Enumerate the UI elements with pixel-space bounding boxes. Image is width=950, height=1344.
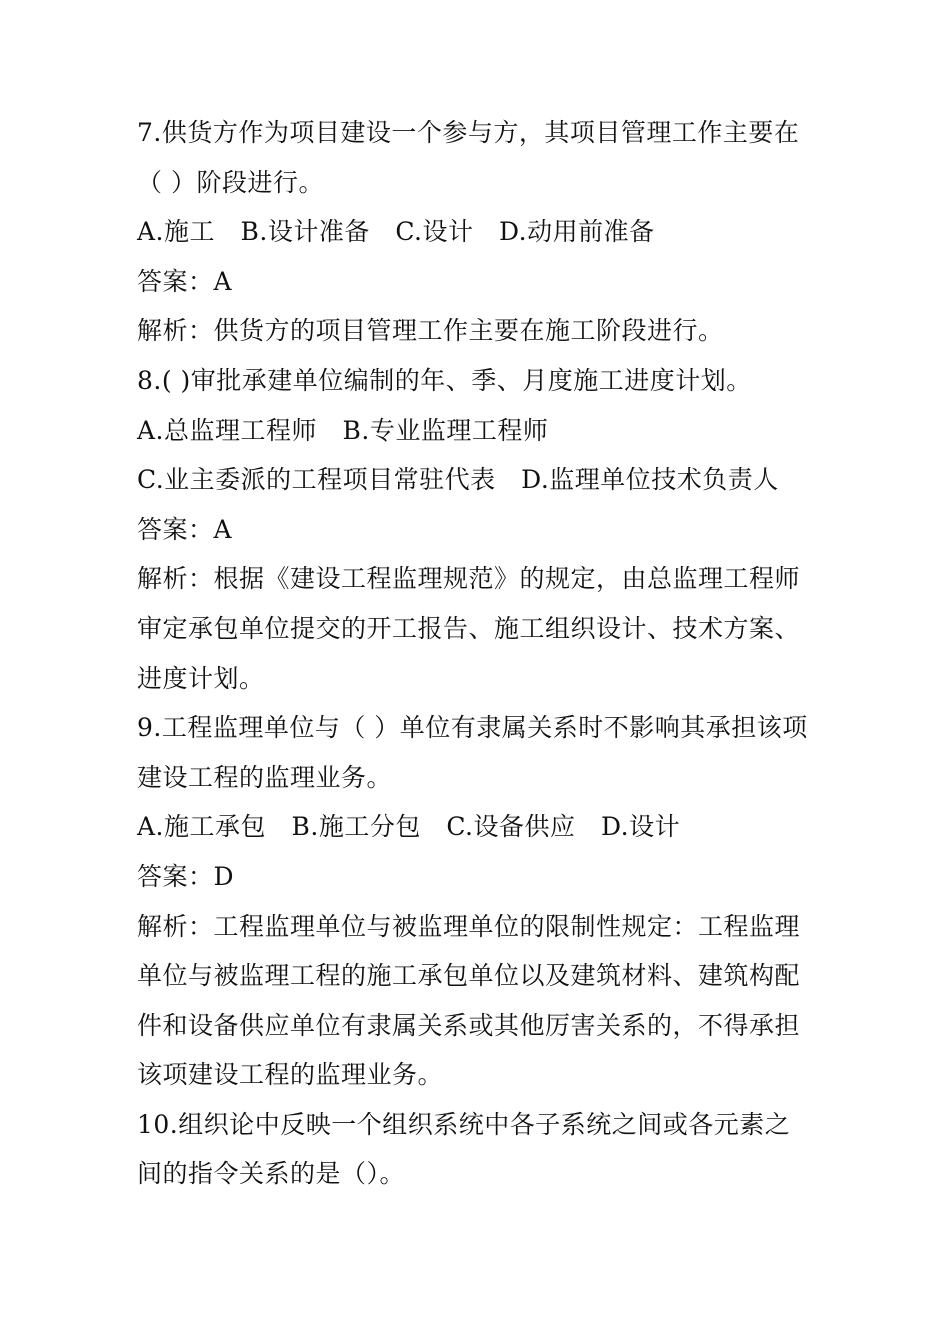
q9-explanation-line-2: 单位与被监理工程的施工承包单位以及建筑材料、建筑构配	[137, 961, 801, 991]
document-body	[137, 108, 827, 1199]
q8-explanation-line-1: 解析：根据《建设工程监理规范》的规定，由总监理工程师	[137, 564, 801, 594]
q9-explanation-line-1: 解析：工程监理单位与被监理单位的限制性规定：工程监理	[137, 911, 801, 941]
q9-stem-line-2: 建设工程的监理业务。	[137, 762, 393, 792]
q7-stem-line-2: （ ）阶段进行。	[137, 167, 324, 197]
q10-stem-line-2: 间的指令关系的是（）。	[137, 1159, 406, 1189]
q8-explanation-line-3: 进度计划。	[137, 663, 265, 693]
q7-stem-line-1: 7.供货方作为项目建设一个参与方，其项目管理工作主要在	[137, 118, 800, 147]
q8-stem: 8.( )审批承建单位编制的年、季、月度施工进度计划。	[137, 365, 752, 395]
q9-explanation-line-4: 该项建设工程的监理业务。	[137, 1060, 444, 1090]
q9-options: A.施工承包 B.施工分包 C.设备供应 D.设计	[137, 812, 681, 842]
q8-options-line-1: A.总监理工程师 B.专业监理工程师	[137, 415, 549, 445]
q8-answer: 答案：A	[137, 514, 233, 544]
q8-explanation-line-2: 审定承包单位提交的开工报告、施工组织设计、技术方案、	[137, 613, 801, 643]
q7-options: A.施工 B.设计准备 C.设计 D.动用前准备	[137, 217, 655, 247]
q10-stem-line-1: 10.组织论中反映一个组织系统中各子系统之间或各元素之	[137, 1109, 791, 1139]
q7-answer: 答案：A	[137, 266, 233, 296]
q9-answer: 答案：D	[137, 861, 235, 891]
q9-explanation-line-3: 件和设备供应单位有隶属关系或其他厉害关系的，不得承担	[137, 1010, 801, 1040]
q7-explanation: 解析：供货方的项目管理工作主要在施工阶段进行。	[137, 316, 724, 346]
q8-options-line-2: C.业主委派的工程项目常驻代表 D.监理单位技术负责人	[137, 465, 779, 495]
q9-stem-line-1: 9.工程监理单位与（ ）单位有隶属关系时不影响其承担该项	[137, 713, 808, 743]
